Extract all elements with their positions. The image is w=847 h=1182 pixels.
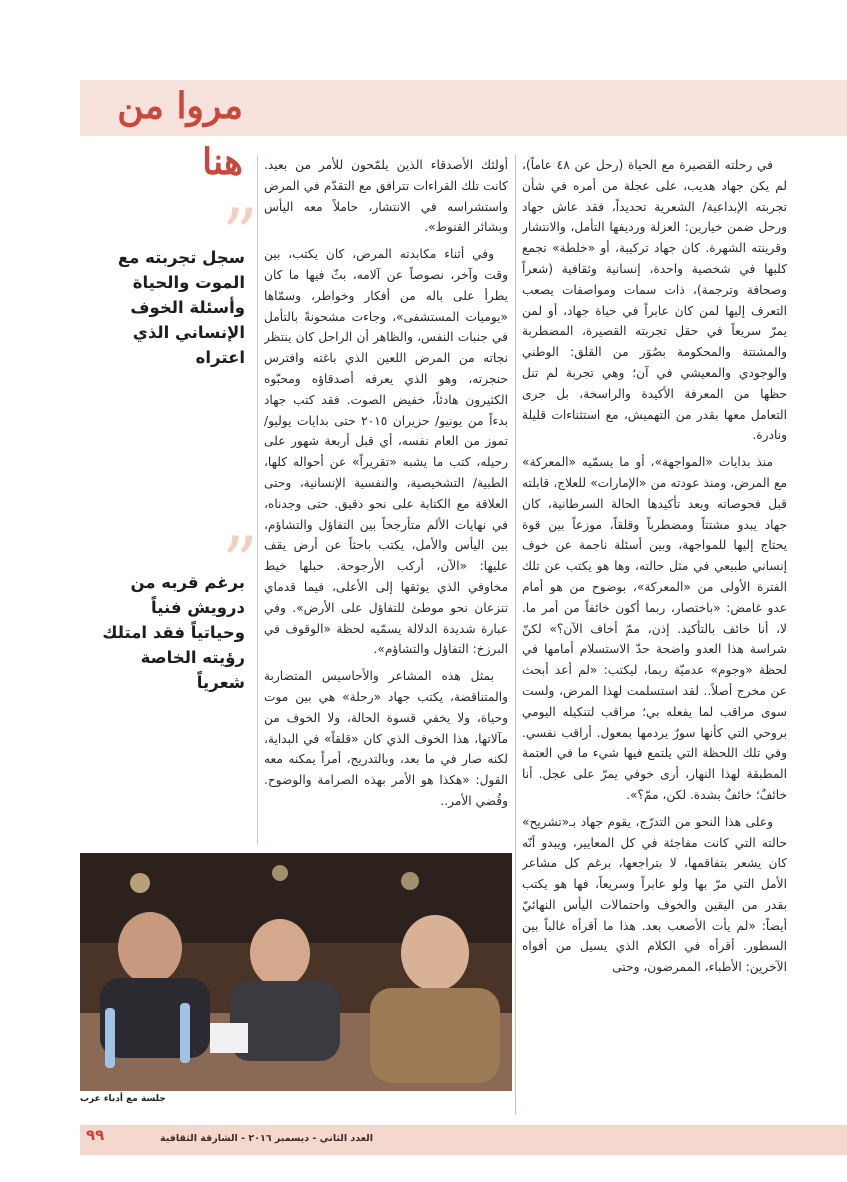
pull-quote: سجل تجربته مع الموت والحياة وأسئلة الخوف الإنساني الذي اعتراه: [117, 248, 245, 367]
pull-quote: برغم قربه من درويش فنياً وحياتياً فقد امتلك رؤيته الخاصة شعرياً: [102, 573, 245, 692]
paragraph: أولئك الأصدقاء الذين يلمّحون للأمر من بعيد. كانت تلك القراءات تترافق مع التقدّم في المرض واستشراسه في الانتشار، حاملاً معه اليأس وبشائر القنوط».: [264, 158, 508, 235]
section-title: مروا من هنا: [117, 85, 243, 183]
photo-illustration: [80, 853, 512, 1091]
page-number: ٩٩: [86, 1126, 105, 1144]
photo-caption: جلسة مع أدباء عرب: [80, 1094, 166, 1104]
column-divider: [515, 155, 516, 1115]
paragraph: منذ بدايات «المواجهة»، أو ما يسمّيه «المعركة» مع المرض، ومنذ عودته من «الإمارات» للعلاج، قابلته قبل فحوصاته وبعد تأكيدها الحالة السرطانية، كان جهاد يبدو مشتتاً ومضطرباً وقلقاً، موزعاً بين قوة يحتاج إليها للمواجهة، وبين أسئلة ناجمة عن خوف إنساني طبيعي في مثل حالته، وها هو يكتب عن تلك الفترة الأولى من «المعركة»، بوضوح من هو أمام عدو غامض: «باختصار، ربما أكون خائفاً من أمر ما. لا، أنا خائف بالتأكيد. إذن، ممّ أخاف الآن؟» لكنّ شراسة هذا العدو واضحة حدّ الاستسلام أمامها في لحظة «وجوم» عدميّة ربما، ليكتب: «لم أعد أبحث عن مخرج أصلاً.. لقد استسلمت لهذا المرض، ولست سوى مراقب لما يفعله بي؛ مراقب لتنكيله اليومي بروحي التي كأنها سورٌ يردمها بمعول. أراقب نفسي. وفي تلك اللحظة التي يلتمع فيها شيء ما في العتمة المطبقة لهذا النهار، أرى خوفي يمرّ على عجل. أنا خائفٌ؛ خائفٌ بشدة. لكن، ممّ؟».: [522, 455, 787, 802]
article-column-right: [522, 155, 787, 1123]
issue-info: العدد الثاني - ديسمبر ٢٠١٦ - الشارقة الثقافية: [160, 1133, 373, 1144]
article-column-middle: [264, 155, 508, 845]
quote-mark-icon: ”: [222, 522, 258, 604]
paragraph: وعلى هذا النحو من التدرّج، يقوم جهاد بـ«تشريح» حالته التي كانت مفاجئة في كل المعايير، ويبدو أنّه كان يشعر بتفاقمها، لا بتراجعها، برغم كل مشاعر الأمل التي مرّ بها ولو عابراً وسريعاً، فها هو يكتب بقدر من اليقين والخوف واحتمالات اليأس النهائيّ أيضاً: «لم يأت الأصعب بعد. هذا ما أقرأه غالباً بين السطور. أقرأه في الكلام الذي يسيل من أفواه الآخرين: الأطباء، الممرضون، وحتى: [522, 814, 787, 975]
group-photo: [80, 853, 512, 1091]
paragraph: بمثل هذه المشاعر والأحاسيس المتضاربة والمتناقضة، يكتب جهاد «رحلة» هي بين موت وحياة، ولا يخفي قسوة الحالة، ولا الخوف من مآلاتها، هذا الخوف الذي كان «قلقاً» في البداية، لكنه صار في ما بعد، وبالتدريج، أمراً يمكنه معه القول: «هكذا هو الأمر بهذه الصرامة والوضوح. وقُضي الأمر..: [264, 669, 508, 808]
paragraph: في رحلته القصيرة مع الحياة (رحل عن ٤٨ عاماً)، لم يكن جهاد هديب، على عجلة من أمره في شأن تجربته الإبداعية/ الشعرية تحديداً، فقد عاش جهاد ورحل ضمن خيارين: العزلة ورديفها التأمل، والانتشار وقرينته الشهرة. كان جهاد تركيبة، أو «خلطة» تجمع كلبها في شخصية واحدة، إنسانية وثقافية (شعراً وصحافة وترجمة)، ذات سمات ومواصفات يصعب التعرف إليها لمن كان عابراً في حياة جهاد، أو لمن يمرّ سريعاً في حقل تجربته القصيرة، المضطربة والمشتتة والمحكومة بصُوَر من القلق: الوطني والوجودي والمعيشي في آن؛ وهي تجربة لم تنل حظها من المعرفة الأكيدة والراسخة، بل جرى التعامل معها بقدر من التهميش، مع استثناءات قليلة ونادرة.: [522, 158, 787, 443]
paragraph: وفي أثناء مكابدته المرض، كان يكتب، بين وقت وآخر، نصوصاً عن آلامه، بثّ فيها ما كان يطرأ على باله من أفكار وخواطر، وسمّاها «يوميات المستشفى»، وجاءت مشحونةً بالتأمل في جنبات النفس، والظاهر أن الراحل كان ينتظر نجاته من المرض اللعين الذي باغته وافترس حنجرته، وهو الذي يعرفه أصدقاؤه ومحبّوه الكثيرون هادئاً، خفيض الصوت. فقد كتب جهاد بدءاً من يونيو/ حزيران ٢٠١٥ حتى بدايات يوليو/ تموز من العام نفسه، أي قبل أربعة شهور على رحيله، كتب ما يشبه «تقريراً» عن أحواله كلها، الطبية/ التشخيصية، والنفسية الإنسانية، وحتى العلاقة مع الكتابة على نحو دقيق. حتى وجدناه، في نهايات الألم متأرجحاً بين التفاؤل والتشاؤم، بين اليأس والأمل، يكتب باحثاً عن أرض يقف عليها: «الآن، أركب الأرجوحة. حبلها خيط مخاوفي الذي يوثقها إلى الأعلى، فيما قدماي تنزعان نحو موطئ للتفاؤل على الأرض». وفي عبارة شديدة الدلالة يسمّيه لحظة «الوقوف في البرزخ: التفاؤل والتشاؤم».: [264, 247, 508, 657]
quote-mark-icon: ”: [222, 194, 258, 276]
